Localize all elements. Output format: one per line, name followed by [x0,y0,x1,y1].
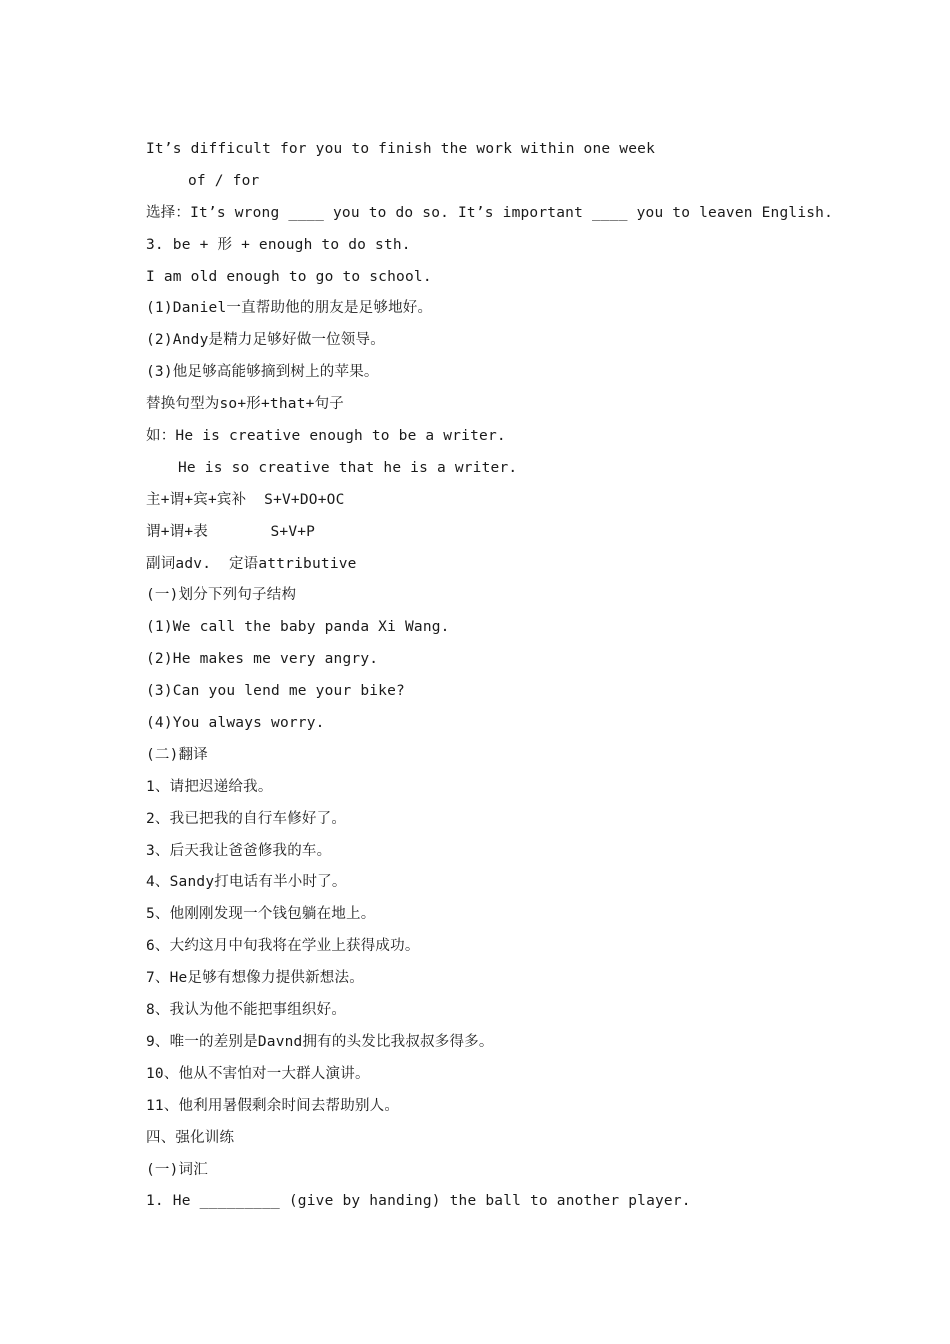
text-line: 5、他刚刚发现一个钱包躺在地上。 [146,906,376,923]
text-line: (1)We call the baby panda Xi Wang. [146,619,450,636]
text-line: 四、强化训练 [146,1129,235,1146]
text-line: 1、请把迟递给我。 [146,778,273,795]
document-body [146,136,846,1220]
text-line: 副词adv. 定语attributive [146,555,357,572]
text-line: I am old enough to go to school. [146,268,432,285]
text-line: (4)You always worry. [146,715,325,732]
text-line: (一)词汇 [146,1161,208,1178]
text-line: 7、He足够有想像力提供新想法。 [146,970,364,987]
text-line: 3. be + 形 + enough to do sth. [146,236,411,253]
text-line: 谓+谓+表 S+V+P [146,523,316,540]
text-line: (3)他足够高能够摘到树上的苹果。 [146,364,379,381]
text-line: 4、Sandy打电话有半小时了。 [146,874,347,891]
text-line: It’s difficult for you to finish the work within one week [146,141,655,157]
text-line: 主+谓+宾+宾补 S+V+DO+OC [146,491,345,508]
text-line: (二)翻译 [146,746,208,763]
text-line: 8、我认为他不能把事组织好。 [146,1002,347,1019]
text-line: 10、他从不害怕对一大群人演讲。 [146,1065,370,1082]
text-line: 2、我已把我的自行车修好了。 [146,810,347,827]
text-line: (3)Can you lend me your bike? [146,683,405,700]
text-line: 选择：It’s wrong ____ you to do so. It’s important ____ you to leaven English. [146,204,834,221]
text-line: of / for [188,172,260,189]
text-line: (2)He makes me very angry. [146,651,379,668]
text-line: 如：He is creative enough to be a writer. [146,428,506,445]
text-line: 1. He _________ (give by handing) the ball to another player. [146,1193,691,1210]
text-line: He is so creative that he is a writer. [178,459,518,476]
text-line: 9、唯一的差别是Davnd拥有的头发比我叔叔多得多。 [146,1033,494,1050]
text-line: (1)Daniel一直帮助他的朋友是足够地好。 [146,300,433,317]
text-line: 11、他利用暑假剩余时间去帮助别人。 [146,1097,400,1114]
text-line: 6、大约这月中旬我将在学业上获得成功。 [146,938,420,955]
text-line: 替换句型为so+形+that+句子 [146,396,344,413]
text-line: (2)Andy是精力足够好做一位领导。 [146,332,385,349]
text-line: 3、后天我让爸爸修我的车。 [146,842,332,859]
text-line: (一)划分下列句子结构 [146,587,297,604]
